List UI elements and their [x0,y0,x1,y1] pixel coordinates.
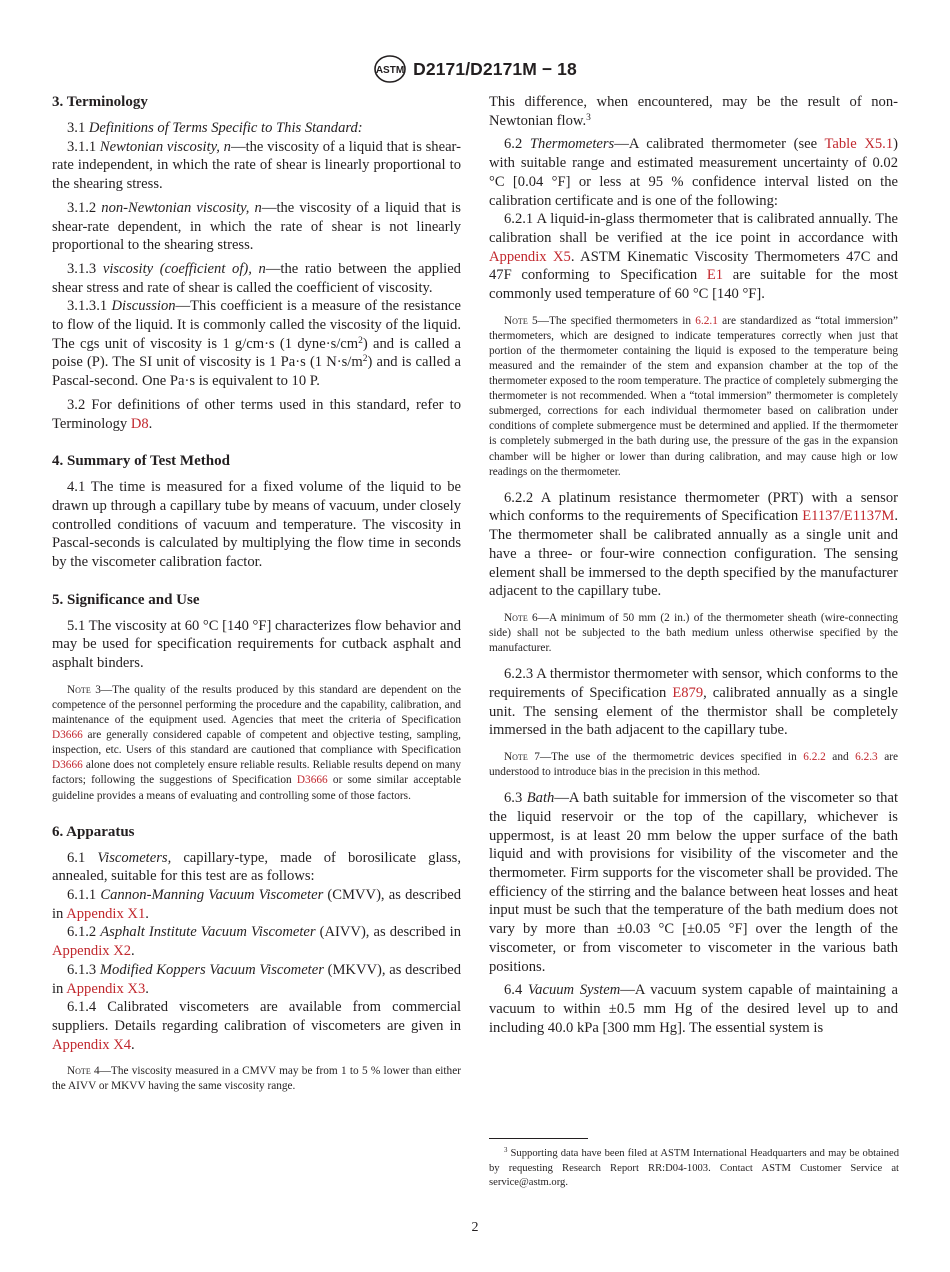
text-run: 3. Terminology [52,94,148,110]
cross-reference-link[interactable]: Appendix X5 [489,248,571,265]
text-run: ) and is called a poise (P). The SI unit of viscosity is 1 Pa·s (1 N·s/m [52,335,461,371]
text-run: 5.1 The viscosity at 60 °C [140 °F] characterizes flow behavior and may be used for specification requirements for cutback asphalt and asphalt binders. [52,617,461,672]
cross-reference-link[interactable]: D3666 [52,759,83,772]
text-run: 4—The viscosity measured in a CMVV may be from 1 to 5 % lower than either the AIVV or MKVV having the same viscosity range. [52,1065,461,1093]
section-heading [52,93,461,112]
text-run: —A calibrated thermometer (see [614,136,825,153]
cross-reference-link[interactable]: Table X5.1 [824,136,894,153]
section-heading [52,591,461,610]
text-run: capillary-type, made of borosilicate glass, annealed, suitable for this test are as follows: [52,849,461,885]
text-run: 6.1.4 Calibrated viscometers are available from commercial suppliers. Details regarding calibration of viscometers are given in [52,999,461,1034]
text-run: Note [67,683,91,696]
paragraph [52,617,461,673]
paragraph [52,849,461,886]
note-paragraph [489,611,898,656]
text-run: are suitable for the most commonly used temperature of 60 °C [140 °F]. [489,267,898,303]
text-run: Discussion [111,298,176,315]
paragraph [52,260,461,297]
paragraph [52,138,461,194]
text-run: viscosity (coefficient of), n [102,260,266,277]
text-run: 6.2 [504,136,530,153]
text-run: 7—The use of the thermometric devices specified in [527,751,804,764]
cross-reference-link[interactable]: E1 [706,267,724,284]
text-run: Note [504,611,528,624]
cross-reference-link[interactable]: E1137/E1137M [802,508,895,525]
cross-reference-link[interactable]: Appendix X3 [66,980,146,997]
section-heading [52,823,461,842]
paragraph [52,199,461,255]
text-run: 3.1.3.1 [67,298,112,315]
text-run: Vacuum System [527,982,621,999]
text-run: ) with suitable range and estimated measurement uncertainty of 0.02 °C [0.04 °F] or less at 95 % confidence interval listed on the calibration certificate and is one of the following: [489,136,898,209]
text-run: Asphalt Institute Vacuum Viscometer [100,924,316,941]
paragraph [52,396,461,433]
text-run: Note [67,1065,91,1078]
text-run: 6.2.1 A liquid-in-glass thermometer that is calibrated annually. The calibration shall be verified at the ice point in accordance with [489,211,898,246]
text-run: 6.1.3 [67,961,100,978]
document-id: D2171/D2171M − 18 [413,58,577,79]
text-run: Note [504,751,528,764]
text-run: —the ratio between the applied shear stress and rate of shear is called the coefficient of viscosity. [52,260,461,296]
footnote [489,1147,899,1191]
text-run: Cannon-Manning Vacuum Viscometer [100,887,324,904]
paragraph [52,998,461,1054]
paragraph [489,489,898,601]
text-run: are standardized as “total immersion” thermometers, which are designed to indicate temperatures correctly when just that portion of the thermometer containing the liquid is exposed to the temperature being measured and the remainder of the stem and expansion chamber at the top of the thermometer exposed to the room temperature. The practice of completely submerging the thermometer is not recommended. When a “total immersion” thermometer is completely submerged, corrections for each individual thermometer based on calibration under conditions of complete submergence must be determined and applied. If the thermometer is completely submerged in the bath during use, the pressure of the gas in the expansion chamber will be higher or lower than during calibration, and may cause high or low readings on the thermometer. [489,314,898,478]
text-run: . [145,905,149,922]
text-run: 4. Summary of Test Method [52,453,230,470]
text-run: 4.1 The time is measured for a fixed volume of the liquid to be drawn up through a capillary tube by means of vacuum, under closely controlled conditions of vacuum and temperature. The viscosity in Pascal-seconds is calculated by multiplying the flow time in seconds by the viscometer calibration factor. [52,479,461,571]
paragraph [489,210,898,304]
superscript: 2 [362,354,368,365]
cross-reference-link[interactable]: Appendix X1 [66,905,146,922]
text-run: 6.4 [504,982,528,999]
text-run: are understood to introduce bias in the precision in this method. [489,751,898,779]
text-run: . [148,415,153,432]
text-run: 3.1 [67,120,89,136]
text-run: 3.1.2 [67,199,102,216]
text-run: Modified Koppers Vacuum Viscometer [99,961,324,978]
text-run: —the viscosity of a liquid that is shear-rate independent, in which the rate of shear is linearly proportional to the shearing stress. [52,138,461,193]
text-run: . [145,980,149,997]
paragraph [52,478,461,572]
superscript: 2 [358,335,363,346]
text-run: and [825,751,856,764]
text-run: alone does not completely ensure reliable results. Reliable results depend on many factors; following the suggestions of Specification [52,759,461,787]
text-run: 6.3 [504,790,527,807]
text-run: 6.1.1 [67,887,101,904]
paragraph [52,923,461,960]
text-run: Note [504,314,528,327]
text-run: . [131,1036,135,1053]
cross-reference-link[interactable]: 6.2.1 [695,314,718,327]
paragraph [52,886,461,923]
paragraph [489,665,898,740]
cross-reference-link[interactable]: 6.2.3 [855,751,878,764]
cross-reference-link[interactable]: D3666 [52,729,83,742]
paragraph [52,961,461,998]
cross-reference-link[interactable]: Appendix X4 [52,1036,132,1053]
text-run: 3—The quality of the results produced by this standard are dependent on the competence of the personnel performing the procedure and the capability, calibration, and maintenance of the equipment used. Agencies that meet the criteria of Specification [52,683,461,727]
text-run: (AIVV), as described in [315,924,461,941]
text-run: Bath [526,790,555,807]
text-run: 6. Apparatus [52,823,135,840]
text-run: —This coefficient is a measure of the resistance to flow of the liquid. It is commonly called the viscosity of the liquid. The cgs unit of viscosity is 1 g/cm·s (1 dyne·s/cm [52,298,461,352]
text-run: 6.2.2 A platinum resistance thermometer (PRT) with a sensor which conforms to the requirements of Specification [489,489,898,525]
paragraph [489,981,898,1037]
note-paragraph [52,683,461,804]
text-run: Thermometers [529,136,615,153]
paragraph [489,135,898,210]
paragraph [489,789,898,976]
paragraph [52,119,461,138]
text-run: 6.1.2 [67,924,101,941]
note-paragraph [489,314,898,480]
cross-reference-link[interactable]: 6.2.2 [803,751,826,764]
text-run: 5—The specified thermometers in [527,314,696,327]
astm-logo-icon [373,54,407,84]
section-heading [52,452,461,471]
text-run: Viscometers, [97,849,172,866]
text-run: (MKVV), as described in [52,961,461,997]
text-run: Definitions of Terms Specific to This Standard: [88,120,363,136]
text-run: (CMVV), as described in [52,887,461,922]
svg-text:ASTM: ASTM [375,65,405,76]
right-column [489,93,898,1042]
text-run: —A vacuum system capable of maintaining a vacuum to within ±0.5 mm Hg of the desired level up to and including 40.0 kPa [300 mm Hg]. The essential system is [489,982,898,1036]
note-paragraph [52,1064,461,1094]
cross-reference-link[interactable]: Appendix X2 [52,943,132,960]
superscript: 3 [504,1147,508,1155]
page-number: 2 [471,1220,479,1235]
text-run: 3.2 For definitions of other terms used in this standard, refer to Terminology [52,396,461,432]
text-run: Supporting data have been filed at ASTM International Headquarters and may be obtained by requesting Research Report RR:D04-1003. Contact ASTM Customer Service at service@astm.org. [489,1148,899,1189]
text-run: 3.1.1 [67,138,100,155]
left-column [52,93,461,1104]
cross-reference-link[interactable]: E879 [672,684,704,701]
text-run: This difference, when encountered, may be the result of non-Newtonian flow. [489,94,898,129]
text-run: . [131,943,135,960]
text-run: ) and is called a Pascal-second. One Pa·s is equivalent to 10 P. [52,354,461,390]
text-run: non-Newtonian viscosity, n [101,199,262,216]
text-run: 3.1.3 [67,260,103,277]
cross-reference-link[interactable]: D3666 [296,774,328,787]
text-run: . The thermometer shall be calibrated annually as a single unit and have a three- or four-wire connection configuration. The sensing element shall be immersed to the depth specified by the manufacturer adjacent to the capillary tube. [489,508,898,600]
text-run: . ASTM Kinematic Viscosity Thermometers 47C and 47F conforming to Specification [489,248,898,284]
note-paragraph [489,750,898,780]
text-run: or some similar acceptable guideline provides a means of evaluating and controlling some of those factors. [52,774,461,802]
paragraph [489,93,898,130]
text-run: 5. Significance and Use [52,591,200,608]
text-run: 6.1 [67,849,98,866]
paragraph [52,297,461,391]
text-run: —the viscosity of a liquid that is shear-rate dependent, in which the rate of shear is not linearly proportional to the shearing stress. [52,199,461,254]
footnote-divider [489,1138,588,1139]
page-header [0,54,950,89]
text-run: Newtonian viscosity, n [99,138,231,155]
text-run: , calibrated annually as a single unit. The sensing element of the thermistor shall be completely immersed in the bath adjacent to the capillary tube. [489,684,898,739]
superscript: 3 [586,112,591,123]
text-run: are generally considered capable of competent and objective testing, sampling, inspection, etc. Users of this standard are cautioned that compliance with Specification [52,729,461,757]
text-run: —A bath suitable for immersion of the viscometer so that the liquid reservoir or the top of the capillary, whichever is uppermost, is at least 20 mm below the upper surface of the bath liquid and with provisions for visibility of the viscometer and the thermometer. Firm supports for the viscometer shall be provided. The efficiency of the stirring and the balance between heat losses and heat input must be such that the temperature of the bath medium does not vary by more than ±0.03 °C [±0.05 °F] over the length of the viscometer, or from viscometer to viscometer in the various bath positions. [489,790,898,975]
cross-reference-link[interactable]: D8 [130,415,149,432]
text-run: 6.2.3 A thermistor thermometer with sensor, which conforms to the requirements of Specification [489,666,898,701]
text-run: 6—A minimum of 50 mm (2 in.) of the thermometer sheath (wire-connecting side) shall not be subjected to the bath medium unless otherwise specified by the manufacturer. [489,611,898,655]
